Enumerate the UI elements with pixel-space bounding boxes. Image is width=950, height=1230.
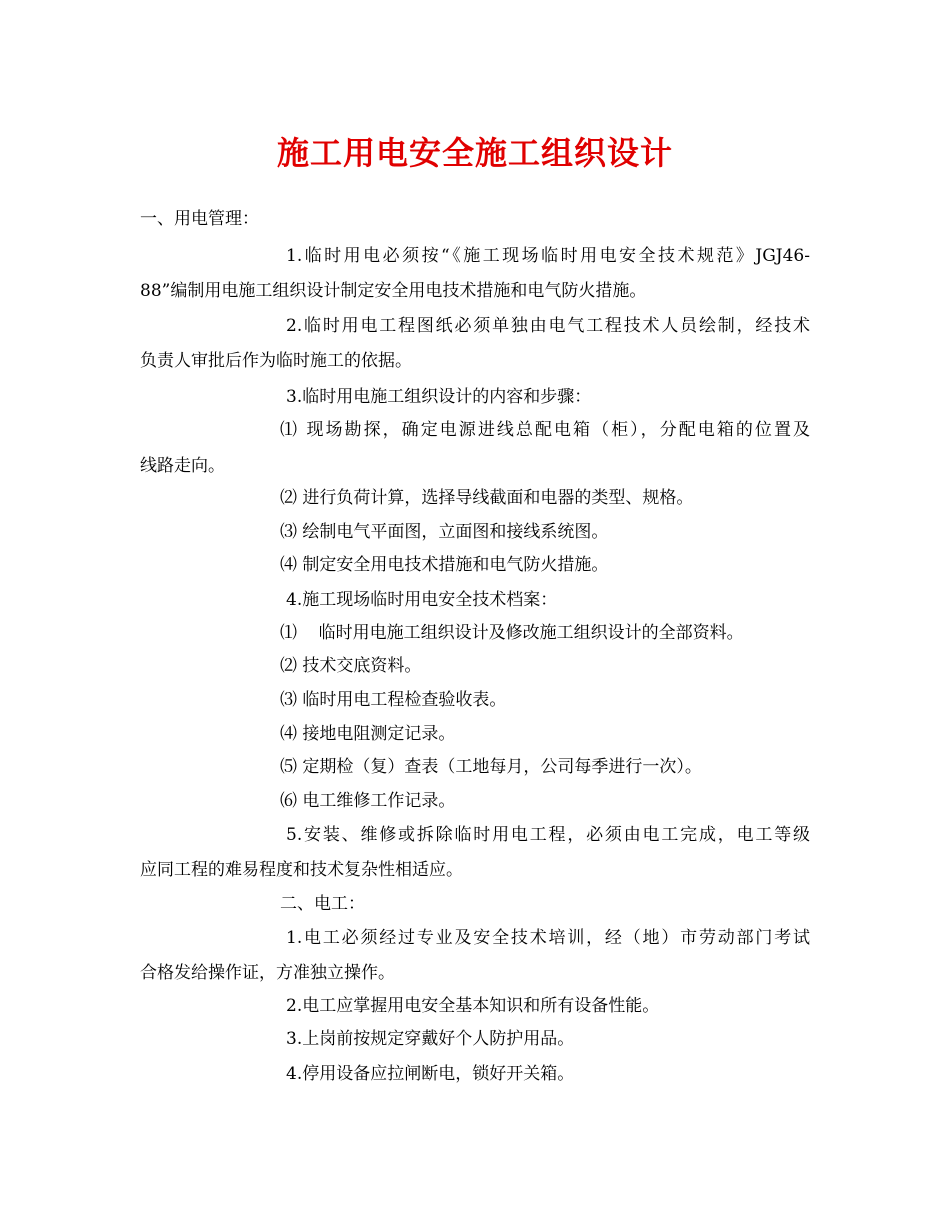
- paragraph-line: 88”编制用电施工组织设计制定安全用电技术措施和电气防火措施。: [140, 281, 647, 301]
- paragraph-line: 3.临时用电施工组织设计的内容和步骤：: [286, 387, 592, 407]
- paragraph-line: 5.安装、维修或拆除临时用电工程，必须由电工完成，电工等级: [286, 825, 810, 845]
- paragraph-line: 4.停用设备应拉闸断电，锁好开关箱。: [286, 1064, 575, 1084]
- paragraph-line: 2.电工应掌握用电安全基本知识和所有设备性能。: [286, 996, 660, 1016]
- paragraph-line: 1.临时用电必须按“《施工现场临时用电安全技术规范》JGJ46-: [286, 246, 810, 266]
- paragraph-line: 线路走向。: [140, 456, 225, 476]
- paragraph-line: 合格发给操作证，方准独立操作。: [140, 963, 395, 983]
- paragraph-line: 1.电工必须经过专业及安全技术培训，经（地）市劳动部门考试: [286, 928, 810, 948]
- paragraph-line: 2.临时用电工程图纸必须单独由电气工程技术人员绘制，经技术: [286, 316, 810, 336]
- paragraph-line: 应同工程的难易程度和技术复杂性相适应。: [140, 860, 463, 880]
- paragraph-line: ⑷ 接地电阻测定记录。: [280, 724, 456, 744]
- paragraph-line: 负责人审批后作为临时施工的依据。: [140, 351, 412, 371]
- paragraph-line: ⑵ 进行负荷计算，选择导线截面和电器的类型、规格。: [280, 488, 694, 508]
- paragraph-line: ⑴ 临时用电施工组织设计及修改施工组织设计的全部资料。: [280, 623, 744, 643]
- document-title: 施工用电安全施工组织设计: [276, 134, 673, 172]
- paragraph-line: ⑸ 定期检（复）查表（工地每月，公司每季进行一次）。: [280, 757, 702, 777]
- section-heading: 一、用电管理：: [140, 209, 259, 229]
- paragraph-line: ⑷ 制定安全用电技术措施和电气防火措施。: [280, 555, 609, 575]
- paragraph-line: ⑶ 临时用电工程检查验收表。: [280, 690, 507, 710]
- paragraph-line: ⑶ 绘制电气平面图，立面图和接线系统图。: [280, 522, 609, 542]
- paragraph-line: ⑵ 技术交底资料。: [280, 656, 422, 676]
- section-heading: 二、电工：: [280, 894, 365, 914]
- paragraph-line: ⑹ 电工维修工作记录。: [280, 791, 456, 811]
- paragraph-line: ⑴ 现场勘探，确定电源进线总配电箱（柜），分配电箱的位置及: [280, 420, 810, 440]
- paragraph-line: 3.上岗前按规定穿戴好个人防护用品。: [286, 1029, 575, 1049]
- paragraph-line: 4.施工现场临时用电安全技术档案：: [286, 590, 558, 610]
